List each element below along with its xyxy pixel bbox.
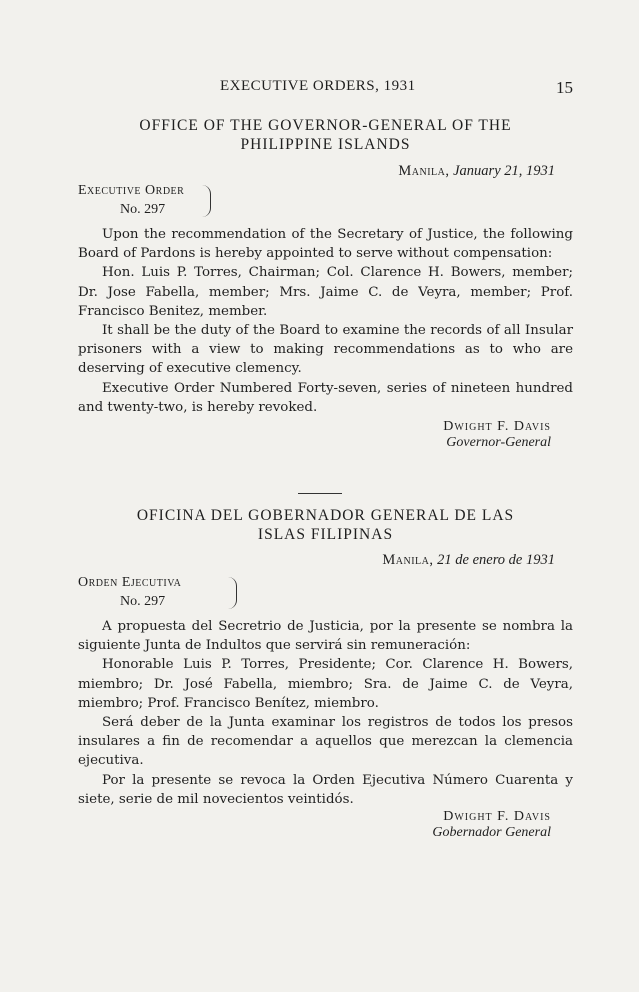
- spanish-office-line2: ISLAS FILIPINAS: [257, 526, 394, 543]
- spanish-place-date: [78, 552, 573, 569]
- running-head-title: EXECUTIVE ORDERS, 1931: [220, 78, 416, 94]
- page-number: 15: [556, 78, 573, 97]
- spanish-paragraph-3: Será deber de la Junta examinar los registros de todos los presos insulares a fin de recomendar a aquellos que merezcan la clemencia ejecutiva.: [78, 715, 573, 769]
- english-order-label: [78, 181, 573, 221]
- spanish-brace: [228, 577, 237, 609]
- english-paragraph-4: Executive Order Numbered Forty-seven, series of nineteen hundred and twenty-two, is hereby revoked.: [78, 380, 573, 415]
- spanish-signature: [78, 809, 573, 841]
- english-signature: [78, 419, 573, 451]
- english-signer-name: Dwight F. Davis: [443, 419, 551, 435]
- running-head: [78, 78, 573, 98]
- spanish-paragraph-1: A propuesta del Secretrio de Justicia, por la presente se nombra la siguiente Junta de Indultos que servirá sin remuneración:: [78, 619, 573, 654]
- english-order: [78, 116, 573, 451]
- english-brace: [202, 185, 211, 217]
- english-place-date: [78, 163, 573, 180]
- spanish-office-heading: [78, 506, 573, 544]
- english-office-heading: [78, 116, 573, 154]
- spanish-place: Manila,: [382, 552, 434, 568]
- spanish-signer-name: Dwight F. Davis: [443, 809, 551, 825]
- spanish-order-number: No. 297: [120, 594, 166, 609]
- english-signer-title: Governor-General: [446, 435, 551, 451]
- spanish-paragraph-2: Honorable Luis P. Torres, Presidente; Cor. Clarence H. Bowers, miembro; Dr. José Fabella, miembro; Sra. de Jaime C. de Veyra, miembro; Prof. Francisco Benítez, miembro.: [78, 657, 573, 711]
- spanish-paragraph-4: Por la presente se revoca la Orden Ejecutiva Número Cuarenta y siete, serie de mil novecientos veintidós.: [78, 772, 573, 807]
- spanish-date: 21 de enero de 1931: [437, 552, 555, 568]
- english-order-label-text: Executive Order: [78, 183, 185, 198]
- english-office-line2: PHILIPPINE ISLANDS: [240, 136, 411, 153]
- english-order-number: No. 297: [120, 202, 166, 217]
- english-paragraph-3: It shall be the duty of the Board to examine the records of all Insular prisoners with a view to making recommendations as to who are deserving of executive clemency.: [78, 323, 573, 377]
- spanish-office-line1: OFICINA DEL GOBERNADOR GENERAL DE LAS: [136, 507, 515, 524]
- english-office-line1: OFFICE OF THE GOVERNOR-GENERAL OF THE: [139, 117, 512, 134]
- english-date: January 21, 1931: [453, 163, 555, 179]
- english-paragraph-1: Upon the recommendation of the Secretary of Justice, the following Board of Pardons is hereby appointed to serve without compensation:: [78, 227, 573, 262]
- spanish-signer-title: Gobernador General: [432, 825, 551, 841]
- english-paragraph-2: Hon. Luis P. Torres, Chairman; Col. Clarence H. Bowers, member; Dr. Jose Fabella, member; Mrs. Jaime C. de Veyra, member; Prof. Francisco Benitez, member.: [78, 265, 573, 319]
- english-place: Manila,: [398, 163, 450, 179]
- spanish-order: [78, 506, 573, 841]
- spanish-order-label-text: Orden Ejecutiva: [78, 575, 182, 590]
- spanish-order-label: [78, 573, 573, 613]
- section-divider: [298, 493, 342, 494]
